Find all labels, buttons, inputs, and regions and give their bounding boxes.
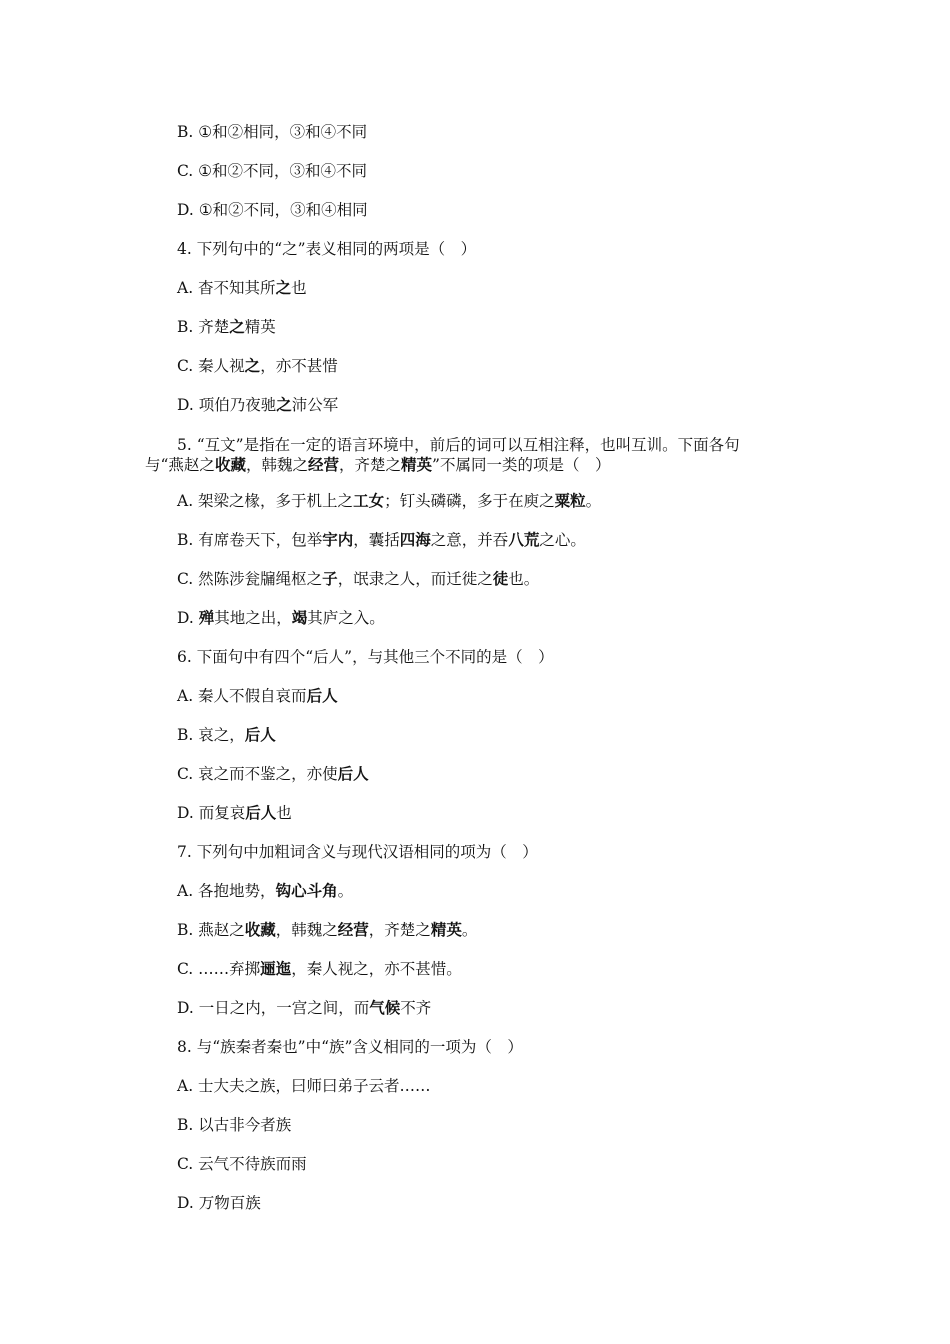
- option-text: B. 齐楚: [177, 318, 230, 336]
- option-c: [177, 959, 462, 979]
- option-text: ，秦人视之，亦不甚惜。: [291, 960, 462, 978]
- bold-word: 子: [322, 570, 338, 588]
- question-text: ，齐楚之: [338, 456, 401, 474]
- option-text: 也。: [508, 570, 540, 588]
- option-text: ，齐楚之: [368, 921, 431, 939]
- question-text: 与“燕赵之: [145, 456, 215, 474]
- option-d: [177, 395, 338, 415]
- option-c: [177, 161, 367, 181]
- bold-word: 逦迤: [260, 960, 292, 978]
- option-c: [177, 356, 338, 376]
- question-text: 7. 下列句中加粗词含义与现代汉语相同的项为（ ）: [177, 843, 538, 861]
- bold-word: 收藏: [244, 921, 276, 939]
- bold-word: 后人: [337, 765, 369, 783]
- option-text: 沛公军: [291, 396, 339, 414]
- option-text: 之心。: [539, 531, 586, 549]
- option-b: [177, 317, 276, 337]
- option-b: [177, 122, 367, 142]
- question-text: 4. 下列句中的“之”表义相同的两项是（ ）: [177, 240, 477, 258]
- option-text: B. 有席卷天下，包举: [177, 531, 323, 549]
- option-text: 不齐: [400, 999, 432, 1017]
- option-text: A. 秦人不假自哀而: [177, 687, 307, 705]
- option-d: [177, 803, 292, 823]
- question-7: [177, 842, 538, 862]
- option-text: D. 一日之内，一宫之间，而: [177, 999, 370, 1017]
- bold-word: 竭: [291, 609, 308, 627]
- question-text: 6. 下面句中有四个“后人”，与其他三个不同的是（ ）: [177, 648, 554, 666]
- bold-word: 八荒: [508, 531, 540, 549]
- option-d: [177, 998, 431, 1018]
- bold-word: 工女: [353, 492, 385, 510]
- option-text: D.: [177, 609, 199, 627]
- option-text: C. ……弃掷: [177, 960, 261, 978]
- question-text: 8. 与“族秦者秦也”中“族”含义相同的一项为（ ）: [177, 1038, 523, 1056]
- bold-word: 精英: [401, 456, 433, 474]
- option-text: C. 然陈涉瓮牖绳枢之: [177, 570, 323, 588]
- bold-word: 钩心斗角: [275, 882, 338, 900]
- option-text: D. 而复哀: [177, 804, 246, 822]
- bold-word: 后人: [244, 726, 276, 744]
- option-text: 其地之出，: [214, 609, 292, 627]
- bold-word: 之: [275, 279, 292, 297]
- option-text: D. 项伯乃夜驰: [177, 396, 277, 414]
- option-text: ，亦不甚惜: [260, 357, 338, 375]
- option-text: ，韩魏之: [275, 921, 338, 939]
- question-text-line: [145, 455, 810, 475]
- option-text: B. ①和②相同，③和④不同: [177, 123, 368, 141]
- option-text: B. 以古非今者族: [177, 1116, 292, 1134]
- bold-word: 经营: [337, 921, 369, 939]
- option-text: A. 杳不知其所: [177, 279, 276, 297]
- option-text: 其庐之入。: [307, 609, 385, 627]
- option-text: A. 士大夫之族，曰师曰弟子云者……: [177, 1077, 431, 1095]
- bold-word: 精英: [430, 921, 462, 939]
- option-text: 。: [585, 492, 602, 510]
- option-text: D. ①和②不同，③和④相同: [177, 201, 368, 219]
- option-d: [177, 200, 368, 220]
- question-text: ，韩魏之: [245, 456, 308, 474]
- bold-word: 宇内: [322, 531, 354, 549]
- option-b: [177, 725, 276, 745]
- option-text: A. 各抱地势，: [177, 882, 276, 900]
- option-a: [177, 278, 307, 298]
- option-text: B. 哀之，: [177, 726, 245, 744]
- option-text: 。: [337, 882, 354, 900]
- bold-word: 粟粒: [554, 492, 586, 510]
- option-a: [177, 1076, 431, 1096]
- bold-word: 四海: [399, 531, 431, 549]
- option-a: [177, 491, 601, 511]
- bold-word: 殚: [198, 609, 215, 627]
- option-text: C. 云气不待族而雨: [177, 1155, 307, 1173]
- question-8: [177, 1037, 523, 1057]
- option-text: ；钉头磷磷，多于在庾之: [384, 492, 555, 510]
- option-text: 精英: [244, 318, 276, 336]
- bold-word: 之: [244, 357, 261, 375]
- question-4: [177, 239, 476, 259]
- option-text: A. 架梁之椽，多于机上之: [177, 492, 354, 510]
- question-6: [177, 647, 554, 667]
- option-text: C. 秦人视: [177, 357, 245, 375]
- option-text: D. 万物百族: [177, 1194, 261, 1212]
- option-d: [177, 1193, 261, 1213]
- question-text: ”不属同一类的项是（ ）: [432, 456, 611, 474]
- option-b: [177, 1115, 291, 1135]
- option-b: [177, 530, 586, 550]
- option-a: [177, 881, 353, 901]
- bold-word: 后人: [245, 804, 277, 822]
- option-a: [177, 686, 338, 706]
- question-5: [145, 435, 810, 475]
- bold-word: 气候: [369, 999, 401, 1017]
- option-text: ，囊括: [353, 531, 400, 549]
- option-c: [177, 1154, 307, 1174]
- bold-word: 后人: [306, 687, 338, 705]
- bold-word: 之: [229, 318, 245, 336]
- option-text: 也: [291, 279, 307, 297]
- bold-word: 经营: [307, 456, 339, 474]
- bold-word: 收藏: [214, 456, 246, 474]
- option-b: [177, 920, 477, 940]
- option-d: [177, 608, 385, 628]
- question-text: 5. “互文”是指在一定的语言环境中，前后的词可以互相注释，也叫互训。下面各句: [177, 436, 740, 454]
- option-text: C. 哀之而不鉴之，亦使: [177, 765, 338, 783]
- option-text: 之意，并吞: [430, 531, 509, 549]
- option-text: 。: [461, 921, 478, 939]
- bold-word: 徒: [492, 570, 509, 588]
- option-text: C. ①和②不同，③和④不同: [177, 162, 368, 180]
- option-text: B. 燕赵之: [177, 921, 245, 939]
- option-text: ，氓隶之人，而迁徙之: [337, 570, 493, 588]
- option-c: [177, 569, 539, 589]
- bold-word: 之: [276, 396, 292, 414]
- option-c: [177, 764, 369, 784]
- option-text: 也: [276, 804, 292, 822]
- question-text-line: [145, 435, 810, 455]
